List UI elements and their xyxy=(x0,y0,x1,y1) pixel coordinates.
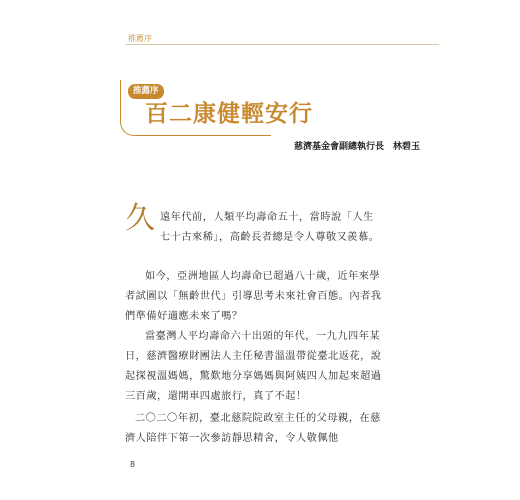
author-byline: 慈濟基金會副總執行長 林碧玉 xyxy=(293,142,420,152)
section-label: 推薦序 xyxy=(128,84,164,99)
drop-cap: 久 xyxy=(125,201,155,236)
paragraph-4: 二〇二〇年初，臺北慈院院政室主任的父母親，在慈濟人陪伴下第一次參訪靜思精舍，令人敬佩他 xyxy=(125,413,381,444)
header-rule xyxy=(126,44,439,45)
page-title: 百二康健輕安行 xyxy=(145,100,313,127)
paragraph-1: 遠年代前，人類平均壽命五十，當時說「人生七十古來稀」，高齡長者總是令人尊敬又羨慕。 xyxy=(160,212,380,243)
paragraph-3: 當臺灣人平均壽命六十出頭的年代，一九九四年某日，慈濟醫療財團法人主任秘書溫溫帶從臺北返花，說起探視溫媽媽，驚歎地分享媽媽與阿姨四人加起來超過三百歲，還開車四處旅行，真了不起！ xyxy=(125,331,382,402)
paragraph-2: 如今，亞洲地區人均壽命已超過八十歲，近年來學者試圖以「無齡世代」引導思考未來社會百態。內者我們準備好適應未來了嗎？ xyxy=(125,271,382,322)
running-head: 推薦序 xyxy=(128,34,152,43)
page-number: 8 xyxy=(130,460,136,469)
